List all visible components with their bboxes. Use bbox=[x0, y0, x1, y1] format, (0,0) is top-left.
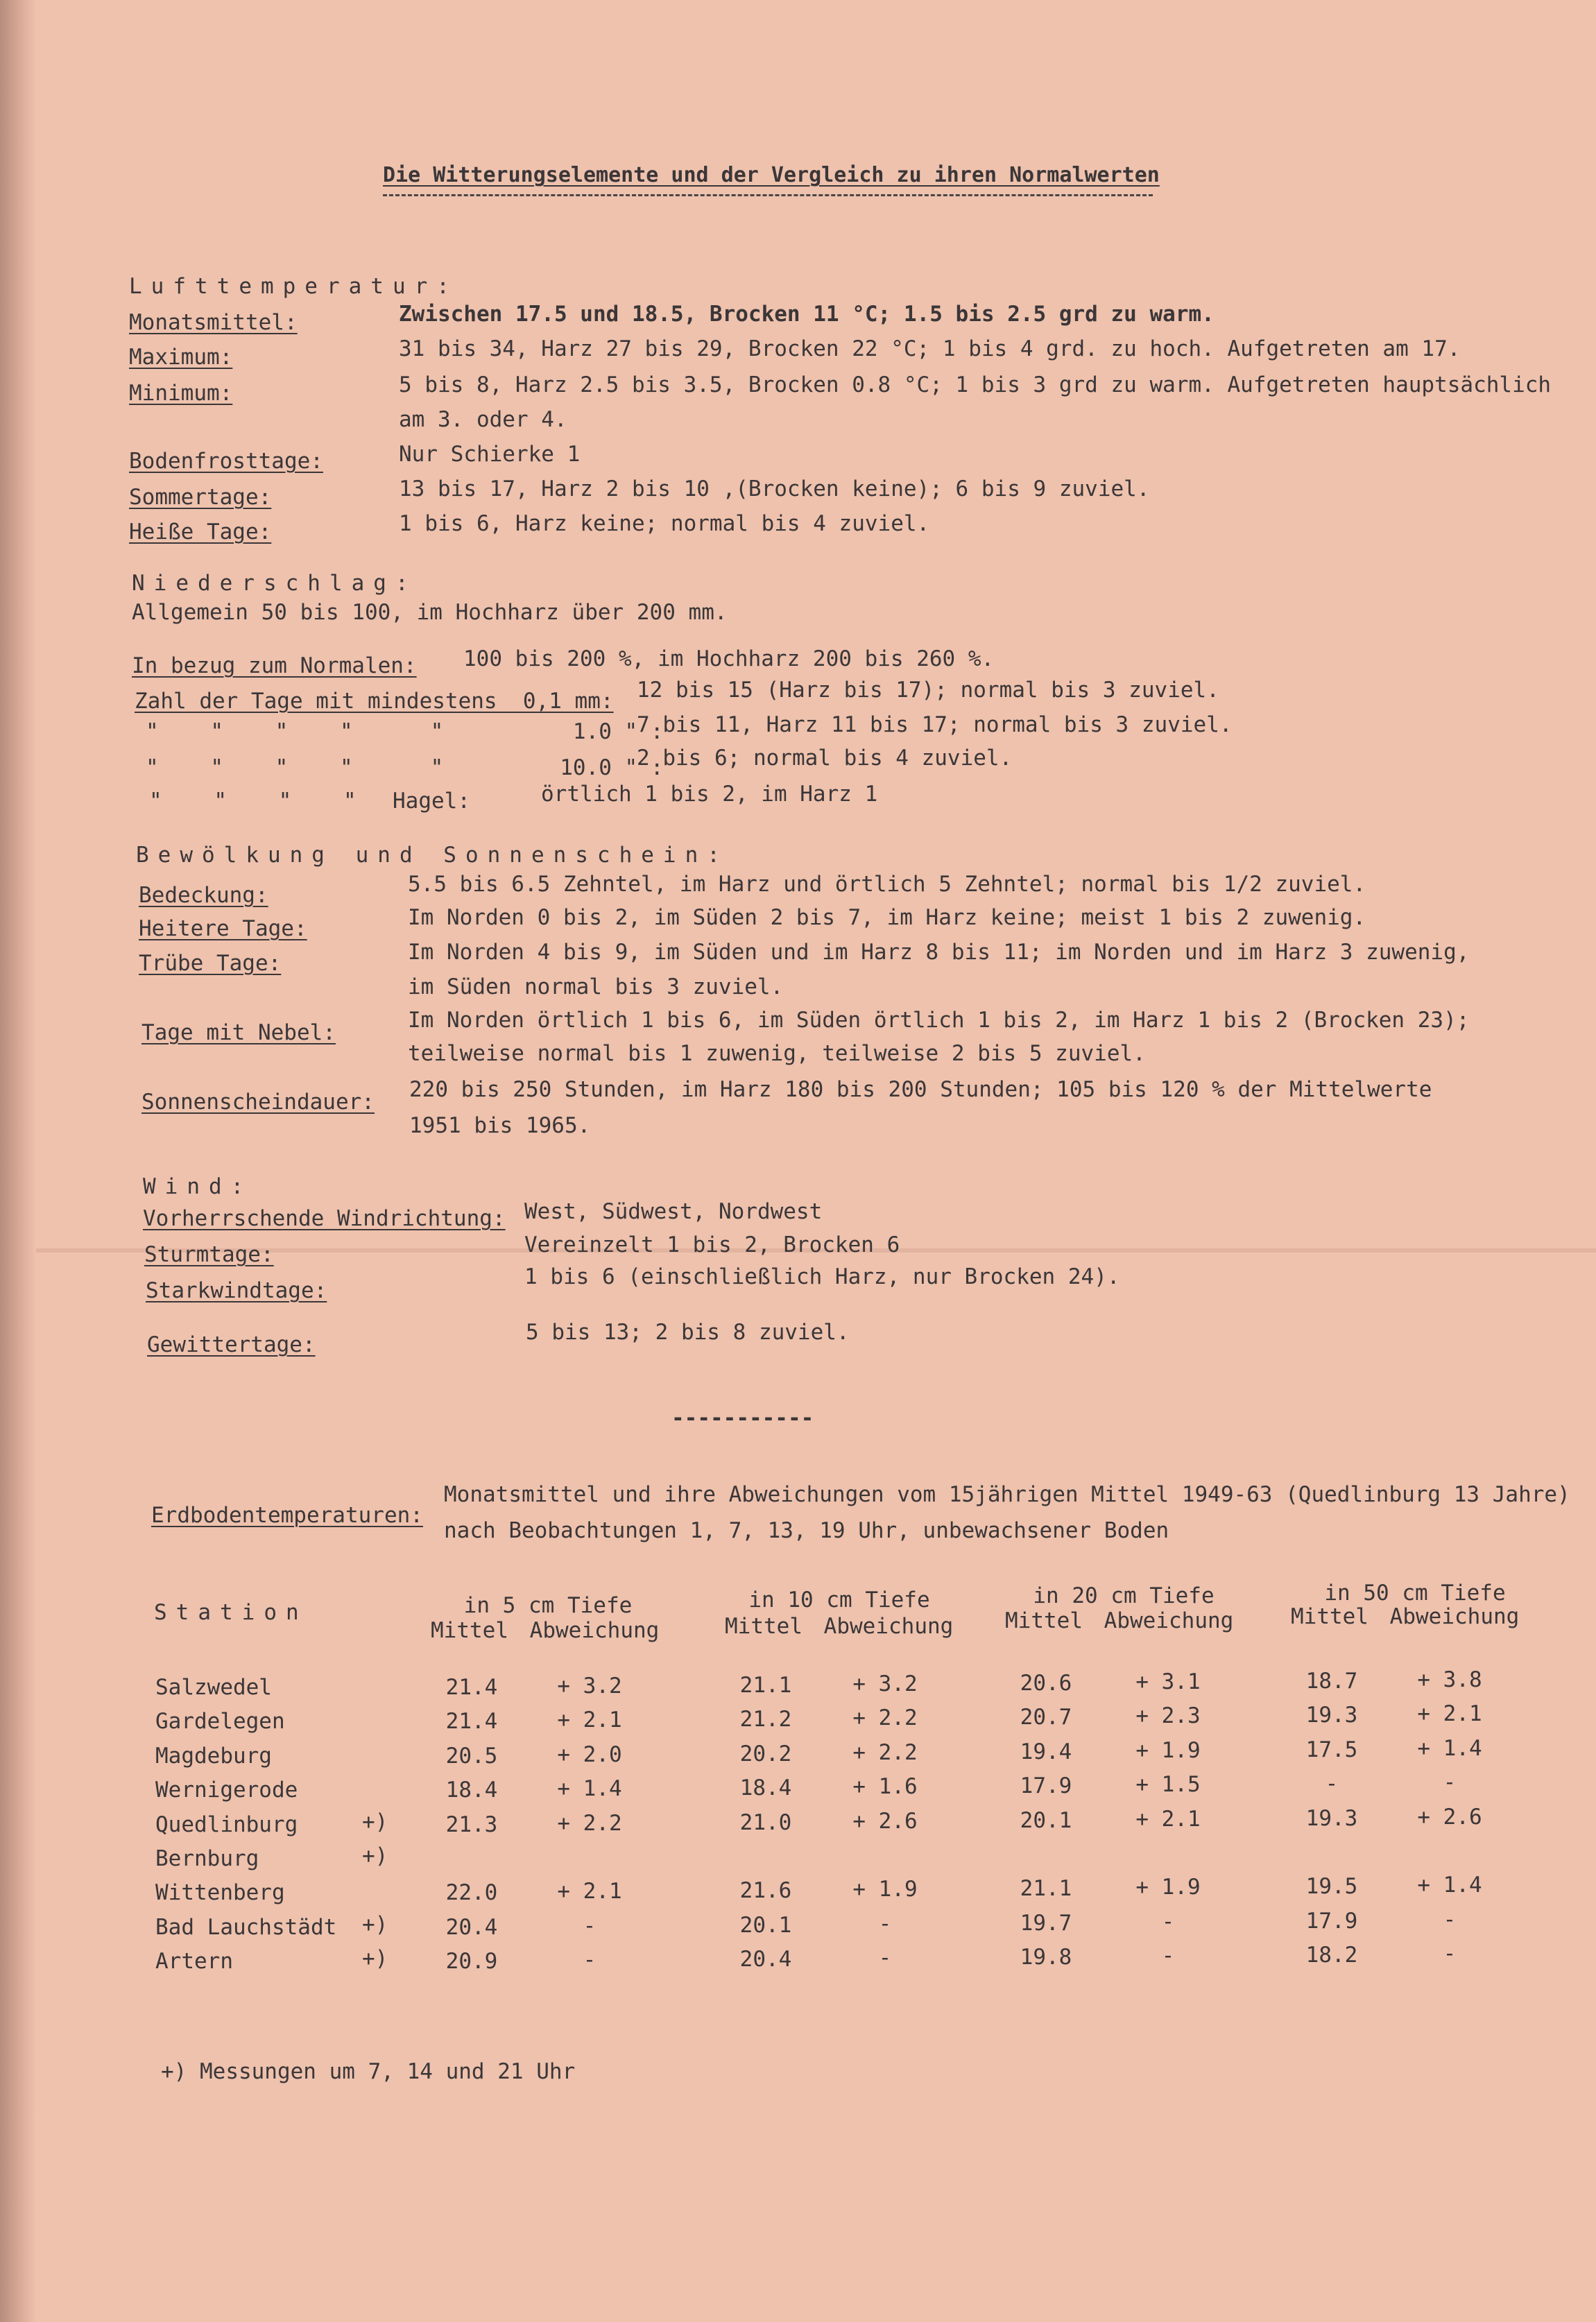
footnote: +) Messungen um 7, 14 und 21 Uhr bbox=[161, 2059, 576, 2084]
nebel-value-cont: teilweise normal bis 1 zuwenig, teilweise 2 bis 5 zuviel. bbox=[408, 1041, 1146, 1066]
cell-abw-50: + 1.4 bbox=[1417, 1873, 1482, 1898]
cell-abw-20: + 2.1 bbox=[1135, 1807, 1201, 1832]
ditto-1mm: " " " " " 1.0 " : bbox=[146, 719, 664, 744]
sommertage-label: Sommertage: bbox=[129, 485, 272, 510]
station-measurement-mark: +) bbox=[362, 1843, 388, 1868]
lufttemperatur-heading: Lufttemperatur: bbox=[129, 274, 458, 299]
cell-abw-20: + 3.1 bbox=[1135, 1669, 1201, 1694]
hagel-value: örtlich 1 bis 2, im Harz 1 bbox=[541, 782, 878, 807]
minimum-label: Minimum: bbox=[129, 381, 233, 406]
cell-mittel-5: 20.4 bbox=[445, 1915, 498, 1940]
hagel-label: Hagel: bbox=[393, 789, 470, 814]
cell-abw-50: + 3.8 bbox=[1417, 1667, 1482, 1692]
heisse-tage-label: Heiße Tage: bbox=[129, 519, 272, 544]
erdboden-text-2: nach Beobachtungen 1, 7, 13, 19 Uhr, unbewachsener Boden bbox=[444, 1518, 1169, 1543]
page-title: Die Witterungselemente und der Vergleich zu ihren Normalwerten bbox=[383, 163, 1160, 187]
windrichtung-label: Vorherrschende Windrichtung: bbox=[143, 1206, 506, 1231]
depth-10cm-header: in 10 cm Tiefe bbox=[748, 1588, 930, 1613]
cell-mittel-5: 21.3 bbox=[445, 1812, 498, 1837]
cell-abw-10: + 3.2 bbox=[852, 1671, 918, 1696]
starkwindtage-label: Starkwindtage: bbox=[146, 1278, 327, 1303]
cell-abw-10: + 2.2 bbox=[852, 1740, 918, 1765]
sub-abweichung-50: Abweichung bbox=[1389, 1604, 1520, 1629]
station-measurement-mark: +) bbox=[362, 1946, 388, 1971]
section-separator: ----------- bbox=[671, 1406, 814, 1431]
cell-abw-10: + 2.2 bbox=[852, 1705, 918, 1730]
wind-heading: Wind: bbox=[143, 1174, 253, 1199]
ditto-1mm-value: 7 bis 11, Harz 11 bis 17; normal bis 3 zuviel. bbox=[637, 712, 1233, 737]
minimum-value: 5 bis 8, Harz 2.5 bis 3.5, Brocken 0.8 °C; 1 bis 3 grd zu warm. Aufgetreten hauptsächlich bbox=[399, 372, 1552, 397]
cell-mittel-50: 18.7 bbox=[1305, 1669, 1358, 1694]
station-name: Magdeburg bbox=[155, 1744, 272, 1769]
cell-mittel-50: 17.5 bbox=[1305, 1737, 1358, 1762]
sub-mittel-10: Mittel bbox=[725, 1614, 803, 1639]
cell-abw-10: + 2.6 bbox=[852, 1809, 918, 1834]
sonnenscheindauer-label: Sonnenscheindauer: bbox=[141, 1090, 375, 1115]
cell-mittel-50: - bbox=[1325, 1771, 1339, 1796]
cell-abw-20: - bbox=[1161, 1943, 1175, 1968]
cell-mittel-20: 21.1 bbox=[1020, 1876, 1072, 1901]
cell-mittel-20: 19.7 bbox=[1020, 1911, 1072, 1936]
cell-mittel-10: 20.1 bbox=[739, 1913, 792, 1938]
days-label: Zahl der Tage mit mindestens 0,1 mm: bbox=[135, 689, 614, 714]
cell-abw-5: + 2.0 bbox=[557, 1742, 622, 1767]
maximum-label: Maximum: bbox=[129, 345, 233, 370]
cell-mittel-50: 19.3 bbox=[1305, 1703, 1358, 1728]
cell-abw-20: + 2.3 bbox=[1135, 1703, 1201, 1728]
cell-abw-50: - bbox=[1443, 1941, 1457, 1966]
cell-mittel-10: 20.2 bbox=[739, 1742, 792, 1766]
cell-mittel-50: 19.3 bbox=[1305, 1806, 1358, 1831]
starkwindtage-value: 1 bis 6 (einschließlich Harz, nur Brocken 24). bbox=[524, 1264, 1120, 1289]
cell-mittel-20: 19.4 bbox=[1020, 1739, 1072, 1764]
nebel-label: Tage mit Nebel: bbox=[141, 1020, 336, 1045]
normal-label: In bezug zum Normalen: bbox=[132, 653, 417, 678]
station-name: Wernigerode bbox=[155, 1778, 298, 1803]
cell-abw-50: - bbox=[1443, 1770, 1457, 1795]
cell-mittel-10: 21.2 bbox=[739, 1707, 792, 1732]
sub-abweichung-20: Abweichung bbox=[1104, 1608, 1234, 1633]
niederschlag-heading: Niederschlag: bbox=[132, 571, 418, 596]
sub-abweichung-10: Abweichung bbox=[823, 1614, 954, 1639]
sub-mittel-20: Mittel bbox=[1005, 1608, 1083, 1633]
bedeckung-value: 5.5 bis 6.5 Zehntel, im Harz und örtlich 5 Zehntel; normal bis 1/2 zuviel. bbox=[408, 872, 1366, 897]
gewittertage-value: 5 bis 13; 2 bis 8 zuviel. bbox=[526, 1320, 850, 1345]
station-name: Quedlinburg bbox=[155, 1812, 298, 1837]
cell-abw-5: - bbox=[583, 1914, 597, 1938]
cell-abw-10: - bbox=[878, 1911, 892, 1936]
sonnenscheindauer-value: 220 bis 250 Stunden, im Harz 180 bis 200 Stunden; 105 bis 120 % der Mittelwerte bbox=[409, 1077, 1432, 1102]
station-name: Bernburg bbox=[155, 1846, 259, 1871]
cell-mittel-50: 18.2 bbox=[1305, 1943, 1358, 1968]
truebe-tage-label: Trübe Tage: bbox=[139, 951, 282, 976]
cell-abw-5: + 2.1 bbox=[557, 1879, 622, 1904]
cell-mittel-5: 22.0 bbox=[445, 1880, 498, 1905]
monatsmittel-label: Monatsmittel: bbox=[129, 310, 298, 335]
cell-abw-5: + 2.1 bbox=[557, 1708, 622, 1732]
days-value: 12 bis 15 (Harz bis 17); normal bis 3 zuviel. bbox=[637, 678, 1219, 703]
heisse-tage-value: 1 bis 6, Harz keine; normal bis 4 zuviel. bbox=[399, 511, 930, 536]
station-name: Artern bbox=[155, 1949, 233, 1974]
cell-abw-50: + 2.6 bbox=[1417, 1805, 1482, 1830]
cell-mittel-10: 21.0 bbox=[739, 1810, 792, 1835]
cell-mittel-10: 18.4 bbox=[739, 1775, 792, 1800]
sonnenscheindauer-value-cont: 1951 bis 1965. bbox=[409, 1113, 591, 1138]
cell-mittel-5: 18.4 bbox=[445, 1778, 498, 1803]
depth-5cm-header: in 5 cm Tiefe bbox=[463, 1593, 633, 1618]
cell-abw-50: + 1.4 bbox=[1417, 1736, 1482, 1761]
station-name: Bad Lauchstädt bbox=[155, 1915, 337, 1940]
maximum-value: 31 bis 34, Harz 27 bis 29, Brocken 22 °C; 1 bis 4 grd. zu hoch. Aufgetreten am 17. bbox=[399, 336, 1461, 361]
nebel-value: Im Norden örtlich 1 bis 6, im Süden örtlich 1 bis 2, im Harz 1 bis 2 (Brocken 23); bbox=[408, 1008, 1470, 1033]
station-measurement-mark: +) bbox=[362, 1912, 388, 1937]
station-measurement-mark: +) bbox=[362, 1809, 388, 1834]
sturmtage-label: Sturmtage: bbox=[144, 1242, 274, 1267]
sturmtage-value: Vereinzelt 1 bis 2, Brocken 6 bbox=[524, 1232, 900, 1257]
cell-mittel-50: 17.9 bbox=[1305, 1909, 1358, 1934]
cell-mittel-20: 20.1 bbox=[1020, 1808, 1072, 1833]
cell-abw-20: + 1.9 bbox=[1135, 1738, 1201, 1763]
bodenfrosttage-label: Bodenfrosttage: bbox=[129, 449, 323, 474]
cell-mittel-10: 21.1 bbox=[739, 1673, 792, 1698]
cell-mittel-5: 21.4 bbox=[445, 1709, 498, 1734]
erdboden-text-1: Monatsmittel und ihre Abweichungen vom 15jährigen Mittel 1949-63 (Quedlinburg 13 Jahre) bbox=[444, 1482, 1570, 1507]
cell-abw-5: + 1.4 bbox=[557, 1776, 622, 1801]
cell-abw-20: + 1.5 bbox=[1135, 1772, 1201, 1797]
depth-50cm-header: in 50 cm Tiefe bbox=[1324, 1581, 1506, 1606]
station-header: Station bbox=[154, 1600, 308, 1625]
cell-abw-50: + 2.1 bbox=[1417, 1701, 1482, 1726]
cell-abw-10: + 1.9 bbox=[852, 1877, 918, 1902]
station-name: Salzwedel bbox=[155, 1675, 272, 1700]
minimum-value-cont: am 3. oder 4. bbox=[399, 407, 567, 432]
cell-mittel-10: 20.4 bbox=[739, 1947, 792, 1972]
cell-mittel-20: 20.7 bbox=[1020, 1705, 1072, 1730]
truebe-tage-value-cont: im Süden normal bis 3 zuviel. bbox=[408, 974, 784, 999]
sub-mittel-50: Mittel bbox=[1291, 1604, 1368, 1629]
sub-mittel-5: Mittel bbox=[431, 1618, 508, 1643]
cell-mittel-50: 19.5 bbox=[1305, 1874, 1358, 1899]
erdboden-label: Erdbodentemperaturen: bbox=[151, 1503, 423, 1528]
ditto-10mm: " " " " " 10.0 " : bbox=[146, 755, 664, 780]
truebe-tage-value: Im Norden 4 bis 9, im Süden und im Harz 8 bis 11; im Norden und im Harz 3 zuwenig, bbox=[408, 940, 1470, 965]
cell-abw-10: + 1.6 bbox=[852, 1774, 918, 1799]
cell-mittel-10: 21.6 bbox=[739, 1878, 792, 1903]
page-binding-edge bbox=[0, 0, 36, 2322]
bedeckung-label: Bedeckung: bbox=[139, 883, 268, 908]
station-name: Wittenberg bbox=[155, 1880, 285, 1905]
cell-abw-5: - bbox=[583, 1947, 597, 1972]
cell-abw-10: - bbox=[878, 1945, 892, 1970]
sub-abweichung-5: Abweichung bbox=[529, 1618, 660, 1643]
cell-abw-20: + 1.9 bbox=[1135, 1875, 1201, 1900]
title-dashed-underline bbox=[383, 194, 1153, 198]
cell-abw-5: + 2.2 bbox=[557, 1811, 622, 1836]
cell-abw-5: + 3.2 bbox=[557, 1674, 622, 1699]
gewittertage-label: Gewittertage: bbox=[147, 1332, 316, 1357]
cell-mittel-20: 17.9 bbox=[1020, 1773, 1072, 1798]
windrichtung-value: West, Südwest, Nordwest bbox=[524, 1199, 823, 1224]
ditto-hagel: " " " " bbox=[149, 789, 357, 814]
monatsmittel-value: Zwischen 17.5 und 18.5, Brocken 11 °C; 1.5 bis 2.5 grd zu warm. bbox=[399, 302, 1215, 327]
cell-mittel-5: 21.4 bbox=[445, 1675, 498, 1700]
bodenfrosttage-value: Nur Schierke 1 bbox=[399, 442, 581, 467]
cell-mittel-20: 19.8 bbox=[1020, 1945, 1072, 1970]
station-name: Gardelegen bbox=[155, 1709, 285, 1734]
cell-mittel-5: 20.9 bbox=[445, 1949, 498, 1974]
niederschlag-general: Allgemein 50 bis 100, im Hochharz über 200 mm. bbox=[132, 600, 728, 625]
heitere-tage-value: Im Norden 0 bis 2, im Süden 2 bis 7, im Harz keine; meist 1 bis 2 zuwenig. bbox=[408, 905, 1366, 930]
cell-mittel-20: 20.6 bbox=[1020, 1671, 1072, 1696]
ditto-10mm-value: 2 bis 6; normal bis 4 zuviel. bbox=[637, 746, 1013, 771]
depth-20cm-header: in 20 cm Tiefe bbox=[1033, 1583, 1215, 1608]
cell-abw-20: - bbox=[1161, 1909, 1175, 1934]
bewoelkung-heading: Bewölkung und Sonnenschein: bbox=[136, 843, 729, 868]
heitere-tage-label: Heitere Tage: bbox=[139, 916, 307, 941]
normal-value: 100 bis 200 %, im Hochharz 200 bis 260 %. bbox=[463, 646, 995, 671]
cell-mittel-5: 20.5 bbox=[445, 1744, 498, 1769]
sommertage-value: 13 bis 17, Harz 2 bis 10 ,(Brocken keine); 6 bis 9 zuviel. bbox=[399, 476, 1150, 501]
cell-abw-50: - bbox=[1443, 1907, 1457, 1932]
